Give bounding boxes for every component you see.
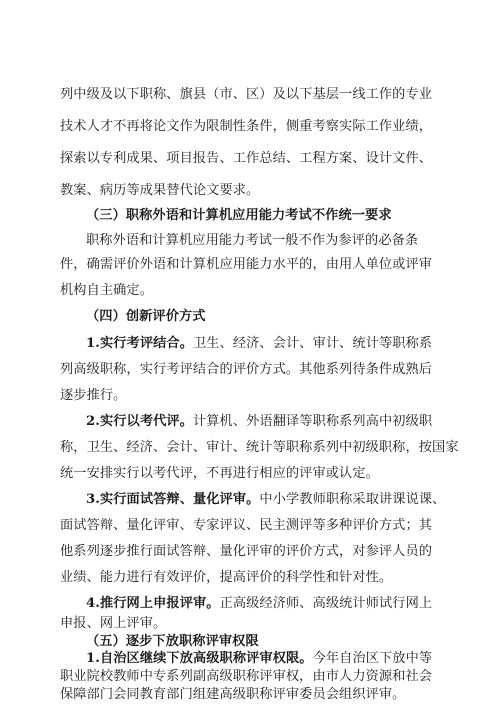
- item-text: 中小学教师职称采取讲课说课、: [259, 492, 446, 507]
- paragraph-line: [86, 413, 448, 431]
- paragraph-line: 面试答辩、量化评审、专家评议、民主测评等多种评价方式；其: [60, 518, 433, 533]
- paragraph-line: 业绩、能力进行有效评价，提高评价的科学性和针对性。: [60, 570, 393, 585]
- paragraph-line: 逐步推行。: [60, 388, 127, 403]
- paragraph-line: 职称外语和计算机应用能力考试一般不作为参评的必备条: [86, 233, 419, 248]
- paragraph-line: 统一安排实行以考代评，不再进行相应的评审或认定。: [60, 466, 379, 481]
- paragraph-line: 保障部门会同教育部门组建高级职称评审委员会组织评审。: [60, 687, 406, 702]
- item-lead: 1.自治区继续下放高级职称评审权限。: [86, 651, 313, 666]
- paragraph-line: 职业院校教师中专系列副高级职称评审权，由市人力资源和社会: [60, 669, 433, 684]
- item-lead: 1.实行考评结合。: [86, 336, 193, 351]
- paragraph-line: [86, 491, 448, 509]
- item-text: 计算机、外语翻译等职称系列高中初级职: [192, 414, 433, 429]
- paragraph-line: 教案、病历等成果替代论文要求。: [60, 183, 260, 198]
- paragraph-line: 称，卫生、经济、会计、审计、统计等职称系列中初级职称，按国家: [60, 440, 459, 455]
- paragraph-line: [86, 595, 448, 613]
- paragraph-line: 探索以专利成果、项目报告、工作总结、工程方案、设计文件、: [60, 151, 433, 166]
- section-heading: （五）逐步下放职称评审权限: [86, 634, 259, 649]
- item-text: 卫生、经济、会计、审计、统计等职称系: [192, 336, 433, 351]
- section-heading: （三）职称外语和计算机应用能力考试不作统一要求: [86, 208, 392, 223]
- paragraph-line: 机构自主确定。: [60, 283, 154, 298]
- item-text: 今年自治区下放中等: [312, 651, 433, 666]
- item-lead: 3.实行面试答辩、量化评审。: [86, 492, 260, 507]
- paragraph-line: 列高级职称，实行考评结合的评价方式。其他系列待条件成熟后: [60, 362, 433, 377]
- item-lead: 4.推行网上申报评审。: [86, 596, 220, 611]
- paragraph-line: 技术人才不再将论文作为限制性条件，侧重考察实际工作业绩，: [60, 119, 433, 134]
- paragraph-line: 他系列逐步推行面试答辩、量化评审的评价方式，对参评人员的: [60, 544, 433, 559]
- paragraph-line: 件，确需评价外语和计算机应用能力水平的，由用人单位或评审: [60, 257, 433, 272]
- paragraph-line: 申报、网上评审。: [60, 616, 167, 631]
- paragraph-line: 列中级及以下职称、旗县（市、区）及以下基层一线工作的专业: [60, 87, 433, 102]
- section-heading: （四）创新评价方式: [86, 309, 206, 324]
- paragraph-line: [86, 335, 448, 353]
- item-text: 正高级经济师、高级统计师试行网上: [219, 596, 433, 611]
- item-lead: 2.实行以考代评。: [86, 414, 193, 429]
- paragraph-line: [86, 650, 448, 668]
